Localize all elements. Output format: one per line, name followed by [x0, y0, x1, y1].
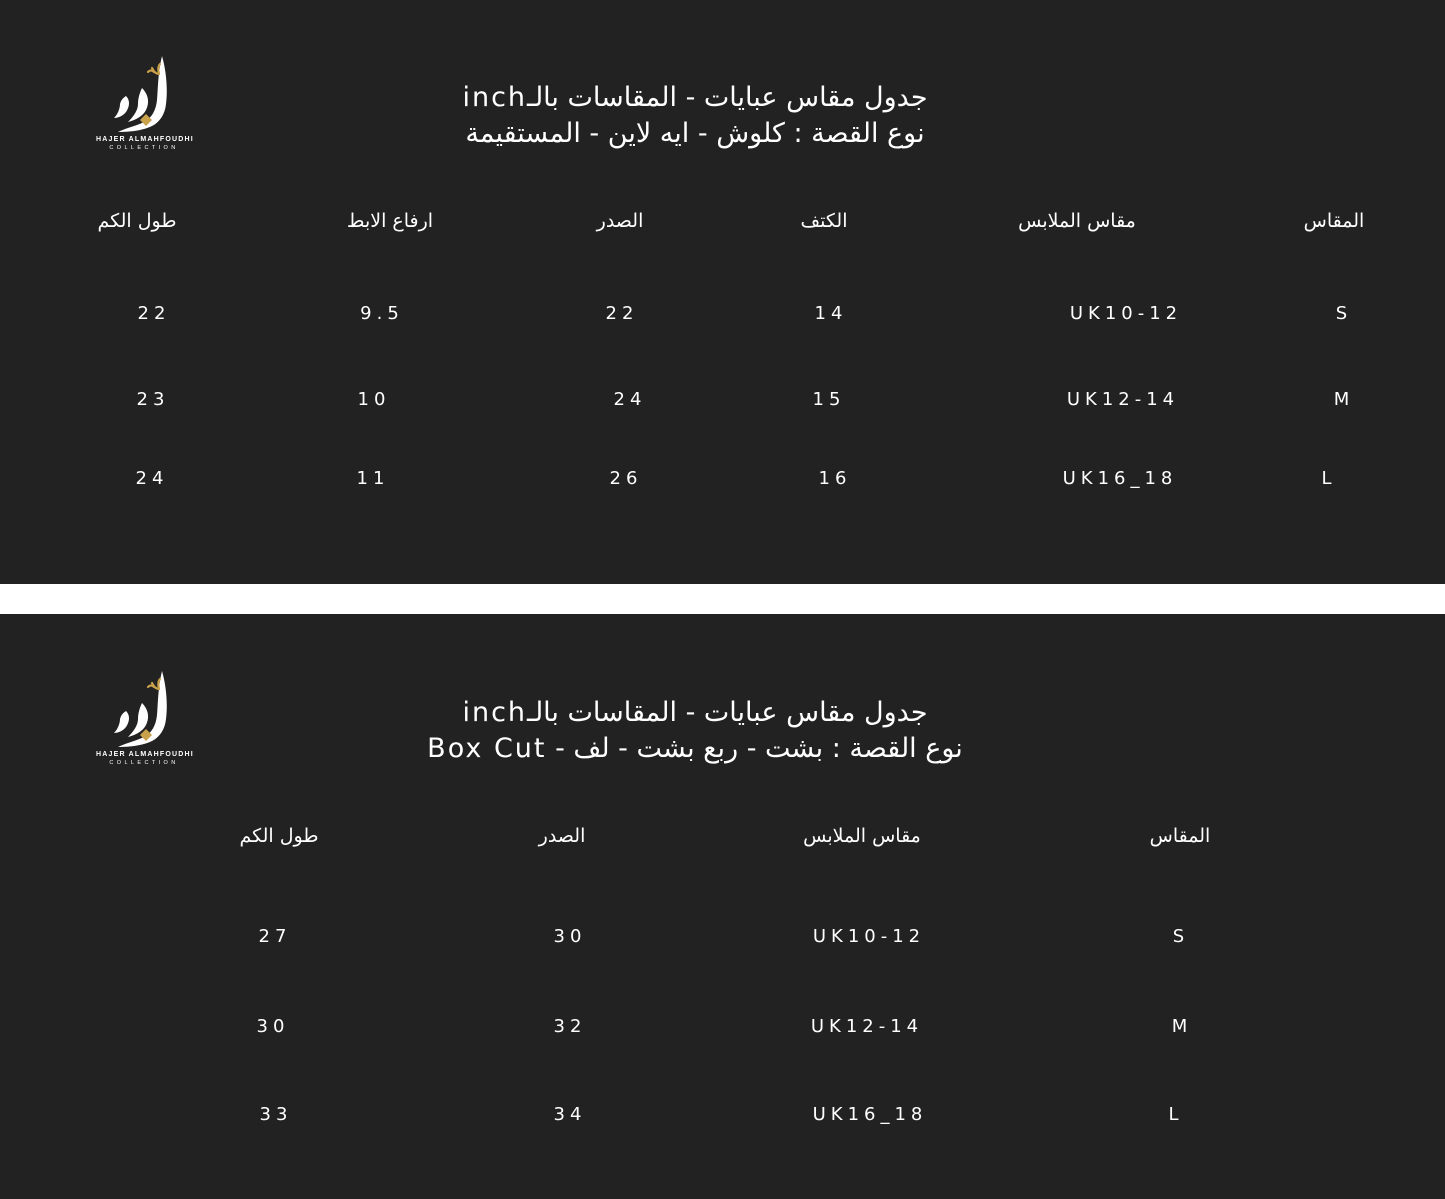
table-cell: S — [1335, 303, 1353, 324]
brand-logo — [96, 48, 192, 158]
table-cell: UK12-14 — [1066, 389, 1180, 410]
chart-subtitle-line-2: نوع القصة : بشت - ربع بشت - لف - Box Cut — [427, 733, 963, 764]
header-clothing-size: مقاس الملابس — [803, 825, 921, 847]
table-cell: M — [1333, 389, 1355, 410]
table-cell: S — [1172, 926, 1190, 947]
calligraphy-logo-icon — [96, 663, 192, 751]
logo-brand-name: HAJER ALMAHFOUDHI — [96, 136, 194, 143]
table-cell: UK16_18 — [812, 1104, 928, 1125]
table-cell: 24 — [613, 389, 647, 410]
table-cell: 27 — [258, 926, 292, 947]
table-cell: UK10-12 — [812, 926, 926, 947]
table-cell: 33 — [259, 1104, 293, 1125]
header-sleeve-length: طول الكم — [97, 210, 177, 232]
chart-title-line-1: جدول مقاس عبايات - المقاسات بالـinch — [462, 82, 928, 113]
table-cell: 23 — [136, 389, 170, 410]
brand-logo — [96, 663, 192, 773]
table-cell: M — [1171, 1016, 1193, 1037]
header-sleeve-length: طول الكم — [239, 825, 319, 847]
header-armhole: ارفاع الابط — [346, 210, 434, 232]
chart-title-line-1: جدول مقاس عبايات - المقاسات بالـinch — [462, 697, 928, 728]
table-cell: 32 — [553, 1016, 587, 1037]
header-chest: الصدر — [538, 825, 586, 847]
table-cell: 9.5 — [360, 303, 404, 324]
header-shoulder: الكتف — [800, 210, 848, 232]
table-cell: 30 — [553, 926, 587, 947]
table-cell: 26 — [609, 468, 643, 489]
table-cell: UK16_18 — [1062, 468, 1178, 489]
table-cell: L — [1321, 468, 1337, 489]
table-cell: 22 — [137, 303, 171, 324]
header-size: المقاس — [1303, 210, 1365, 232]
logo-collection-label: COLLECTION — [109, 760, 179, 766]
table-cell: 34 — [553, 1104, 587, 1125]
logo-brand-name: HAJER ALMAHFOUDHI — [96, 751, 194, 758]
table-cell: 16 — [818, 468, 852, 489]
table-cell: UK12-14 — [810, 1016, 924, 1037]
chart-subtitle-line-2: نوع القصة : كلوش - ايه لاين - المستقيمة — [465, 118, 925, 149]
table-cell: 11 — [356, 468, 390, 489]
table-cell: 15 — [812, 389, 846, 410]
size-chart-panel-1 — [0, 0, 1445, 584]
table-cell: 22 — [605, 303, 639, 324]
calligraphy-logo-icon — [96, 48, 192, 136]
size-chart-panel-2 — [0, 614, 1445, 1199]
header-clothing-size: مقاس الملابس — [1018, 210, 1136, 232]
header-chest: الصدر — [596, 210, 644, 232]
table-cell: 10 — [357, 389, 391, 410]
table-cell: 30 — [256, 1016, 290, 1037]
header-size: المقاس — [1149, 825, 1211, 847]
table-cell: UK10-12 — [1069, 303, 1183, 324]
logo-collection-label: COLLECTION — [109, 145, 179, 151]
table-cell: L — [1168, 1104, 1184, 1125]
table-cell: 14 — [814, 303, 848, 324]
table-cell: 24 — [135, 468, 169, 489]
